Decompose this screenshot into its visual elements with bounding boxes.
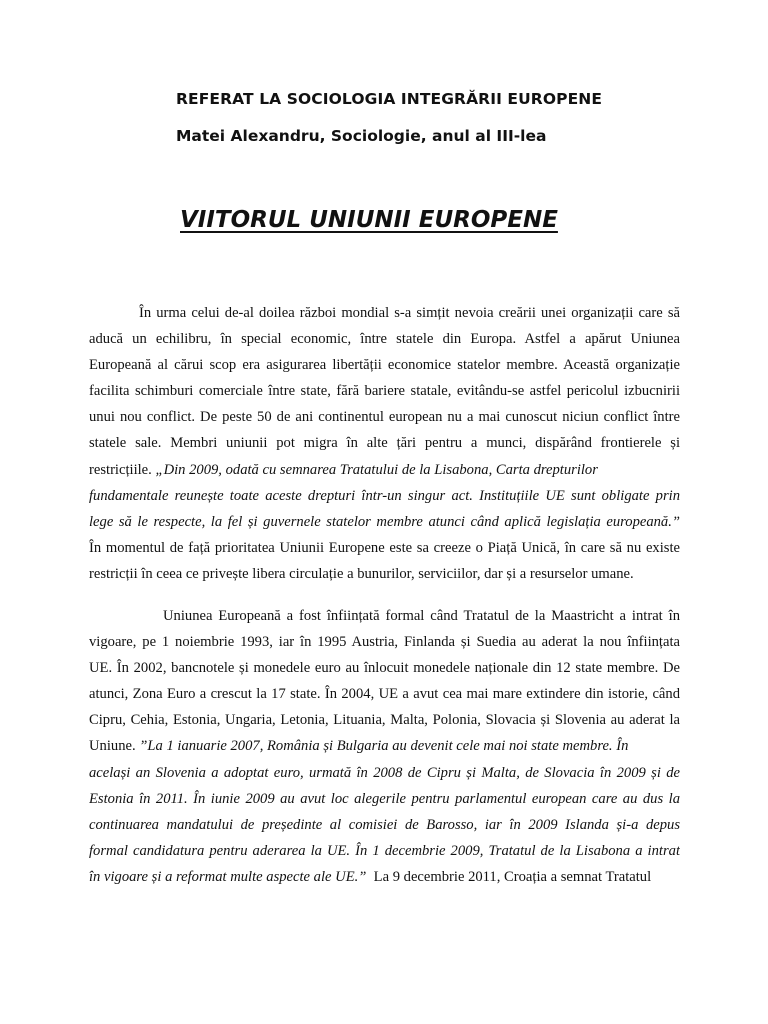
quote-line — [89, 760, 680, 786]
paragraph-1 — [89, 300, 680, 587]
text-line: Uniunea Europeană a fost înființată formal când Tratatul de la Maastricht a intrat în — [163, 608, 680, 624]
text-line-mixed — [89, 864, 680, 890]
text-line: aducă un echilibru, în special economic, între statele din Europa. Astfel a apărut Uniunea — [89, 331, 680, 348]
quote-segment: fundamentale reunește toate aceste drepturi într-un singur act. Instituțiile UE sunt obligate prin — [89, 487, 680, 504]
text-segment: La 9 decembrie 2011, Croația a semnat Tratatul — [373, 868, 652, 885]
text-line: Europeană al cărui scop era asigurarea libertății economice statelor membre. Această organizație — [89, 357, 680, 374]
text-line: Cipru, Cehia, Estonia, Ungaria, Letonia, Lituania, Malta, Polonia, Slovacia și Slovenia au aderat la — [89, 712, 680, 729]
text-line: atunci, Zona Euro a crescut la 17 state. În 2004, UE a avut cea mai mare extindere din istorie, când — [89, 686, 680, 703]
text-line: UE. În 2002, bancnotele și monedele euro au înlocuit monedele naționale din 12 state membre. De — [89, 660, 680, 677]
text-line: În momentul de față prioritatea Uniunii Europene este sa creeze o Piață Unică, în care să nu existe — [89, 539, 680, 556]
report-header-title: REFERAT LA SOCIOLOGIA INTEGRĂRII EUROPENE — [176, 90, 603, 108]
text-line: vigoare, pe 1 noiembrie 1993, iar în 1995 Austria, Finlanda și Suedia au aderat la nou înființata — [89, 634, 680, 651]
quote-segment: „Din 2009, odată cu semnarea Tratatului de la Lisabona, Carta drepturilor — [155, 461, 598, 478]
text-line-mixed — [89, 733, 680, 759]
text-line: unui nou conflict. De peste 50 de ani continentul european nu a mai cunoscut niciun conflict între — [89, 409, 680, 426]
text-segment: Uniune. — [89, 738, 136, 755]
text-line: restricții în ceea ce privește libera circulație a bunurilor, serviciilor, dar și a resurselor umane. — [89, 565, 634, 582]
quote-segment: Estonia în 2011. În iunie 2009 au avut loc alegerile pentru parlamentul european care au dus la — [89, 790, 680, 807]
quote-line — [89, 838, 680, 864]
quote-segment: ”La 1 ianuarie 2007, România și Bulgaria au devenit cele mai noi state membre. În — [139, 738, 629, 755]
text-line: facilita schimburi comerciale între state, fără bariere statale, evitându-se astfel pericolul izbucnirii — [89, 383, 680, 400]
quote-line — [89, 483, 680, 509]
paragraph-2 — [89, 603, 680, 890]
quote-line — [89, 812, 680, 838]
quote-segment: continuarea mandatului de președinte al comisiei de Barosso, iar în 2009 Islanda și-a depus — [89, 816, 680, 833]
text-segment: restricțiile. — [89, 461, 152, 478]
quote-segment: lege să le respecte, la fel și guvernele statelor membre atunci când aplică legislația europeană.” — [89, 513, 680, 530]
text-line-mixed — [89, 457, 680, 483]
quote-segment: în vigoare și a reformat multe aspecte ale UE.” — [89, 868, 367, 885]
quote-segment: același an Slovenia a adoptat euro, urmată în 2008 de Cipru și Malta, de Slovacia în 2009 și de — [89, 764, 680, 781]
report-author-line: Matei Alexandru, Sociologie, anul al III-lea — [176, 127, 547, 145]
document-title: VIITORUL UNIUNII EUROPENE — [180, 207, 558, 233]
text-line: statele sale. Membri uniunii pot migra în alte țări pentru a munci, dispărând frontierele și — [89, 435, 680, 452]
quote-line — [89, 509, 680, 535]
quote-segment: formal candidatura pentru aderarea la UE. În 1 decembrie 2009, Tratatul de la Lisabona a intrat — [89, 842, 680, 859]
quote-line — [89, 786, 680, 812]
text-line: În urma celui de-al doilea război mondial s-a simțit nevoia creării unei organizații care să — [139, 305, 680, 321]
